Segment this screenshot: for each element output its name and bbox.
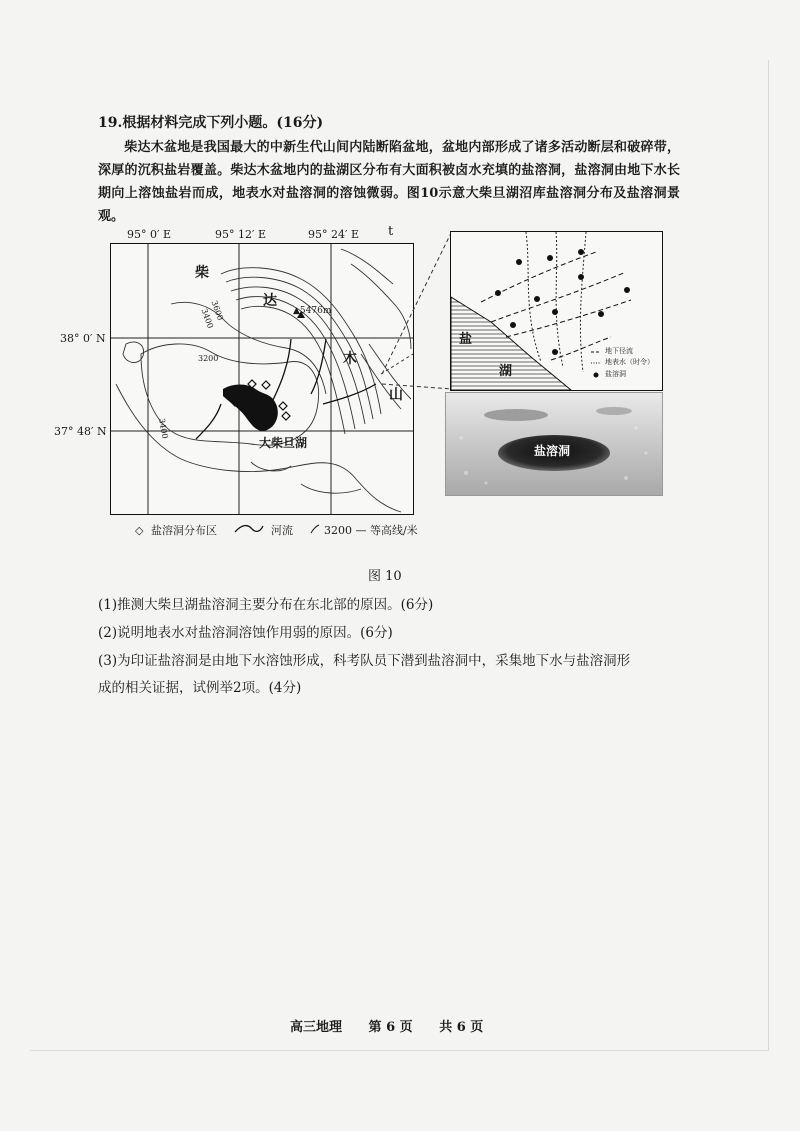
cave-legend-icon: ◇ — [135, 523, 144, 537]
inset-lake-char-1: 盐 — [459, 332, 473, 347]
inset-lake-char-2: 湖 — [499, 364, 513, 379]
cave-legend-label: 盐溶洞分布区 — [150, 524, 217, 537]
sub-question-3: (3)为印证盐溶洞是由地下水溶蚀形成，科考队员下潜到盐溶洞中，采集地下水与盐溶洞形 — [98, 653, 631, 669]
contour-map — [110, 243, 414, 515]
corner-mark: t — [388, 224, 394, 239]
intro-text: 柴达木盆地是我国最大的中新生代山间内陆断陷盆地，盆地内部形成了诸多活动断层和破碎带，深厚的沉积盐岩覆盖。柴达木盆地内的盐湖区分布有大面积被卤水充填的盐溶洞，盐溶洞由地下水长期向上溶蚀盐岩而成，地表水对盐溶洞的溶蚀微弱。图10示意大柴旦湖沼库盐溶洞分布及盐溶洞景观。 — [98, 140, 680, 224]
contour-label-3600: 3600 — [209, 299, 225, 322]
lake-label: 大柴旦湖 — [259, 436, 308, 450]
question-intro — [98, 136, 680, 228]
inset-legend-surface: 地表水（时令） — [605, 358, 654, 366]
footer-total: 共 6 页 — [439, 1020, 484, 1035]
contour-label-3400: 3400 — [199, 307, 215, 330]
sub-question-3-cont: 成的相关证据，试例举2项。(4分) — [98, 680, 302, 696]
mountain-char-3: 木 — [343, 351, 357, 367]
mountain-char-1: 柴 — [195, 265, 209, 281]
sub-question-1: (1)推测大柴旦湖盐溶洞主要分布在东北部的原因。(6分) — [98, 597, 434, 613]
lon-label-95-0: 95° 0′ E — [127, 228, 172, 241]
peak-label: ▲5476m — [293, 306, 332, 316]
legend-cave-icon — [594, 373, 599, 378]
inset-dashed-lines — [380, 229, 455, 394]
lat-label-37-48: 37° 48′ N — [54, 425, 107, 438]
contour-legend-dash: — — [355, 523, 367, 537]
footer-subject: 高三地理 — [290, 1020, 343, 1035]
river-legend-icon — [234, 524, 264, 537]
contour-lines — [116, 249, 411, 512]
salt-cave-photo — [445, 392, 663, 496]
contour-map-svg — [111, 244, 413, 514]
contour-label-3400-b: 3400 — [156, 417, 170, 440]
contour-legend-value: 3200 — [323, 523, 352, 537]
contour-label-3200: 3200 — [198, 354, 219, 363]
contour-legend-label: 等高线/米 — [369, 524, 418, 537]
lon-label-95-12: 95° 12′ E — [215, 228, 267, 241]
contour-legend-icon — [310, 524, 320, 537]
lake-shape — [223, 385, 278, 431]
page-footer — [290, 1016, 505, 1035]
lon-label-95-24: 95° 24′ E — [308, 228, 360, 241]
map-legend — [135, 522, 418, 538]
mountain-char-4: 山 — [389, 387, 403, 403]
mountain-char-2: 达 — [263, 293, 277, 309]
inset-diagram — [450, 231, 663, 391]
sub-question-2: (2)说明地表水对盐溶洞溶蚀作用弱的原因。(6分) — [98, 625, 393, 641]
inset-legend-underground: 地下径流 — [605, 347, 633, 355]
figure-caption: 图 10 — [368, 569, 402, 584]
lat-label-38-0: 38° 0′ N — [60, 332, 106, 345]
river-legend-label: 河流 — [270, 524, 293, 537]
footer-page: 第 6 页 — [368, 1020, 413, 1035]
question-title: 19.根据材料完成下列小题。(16分) — [98, 115, 324, 131]
inset-legend-cave: 盐溶洞 — [605, 370, 626, 378]
photo-label: 盐溶洞 — [534, 444, 571, 458]
